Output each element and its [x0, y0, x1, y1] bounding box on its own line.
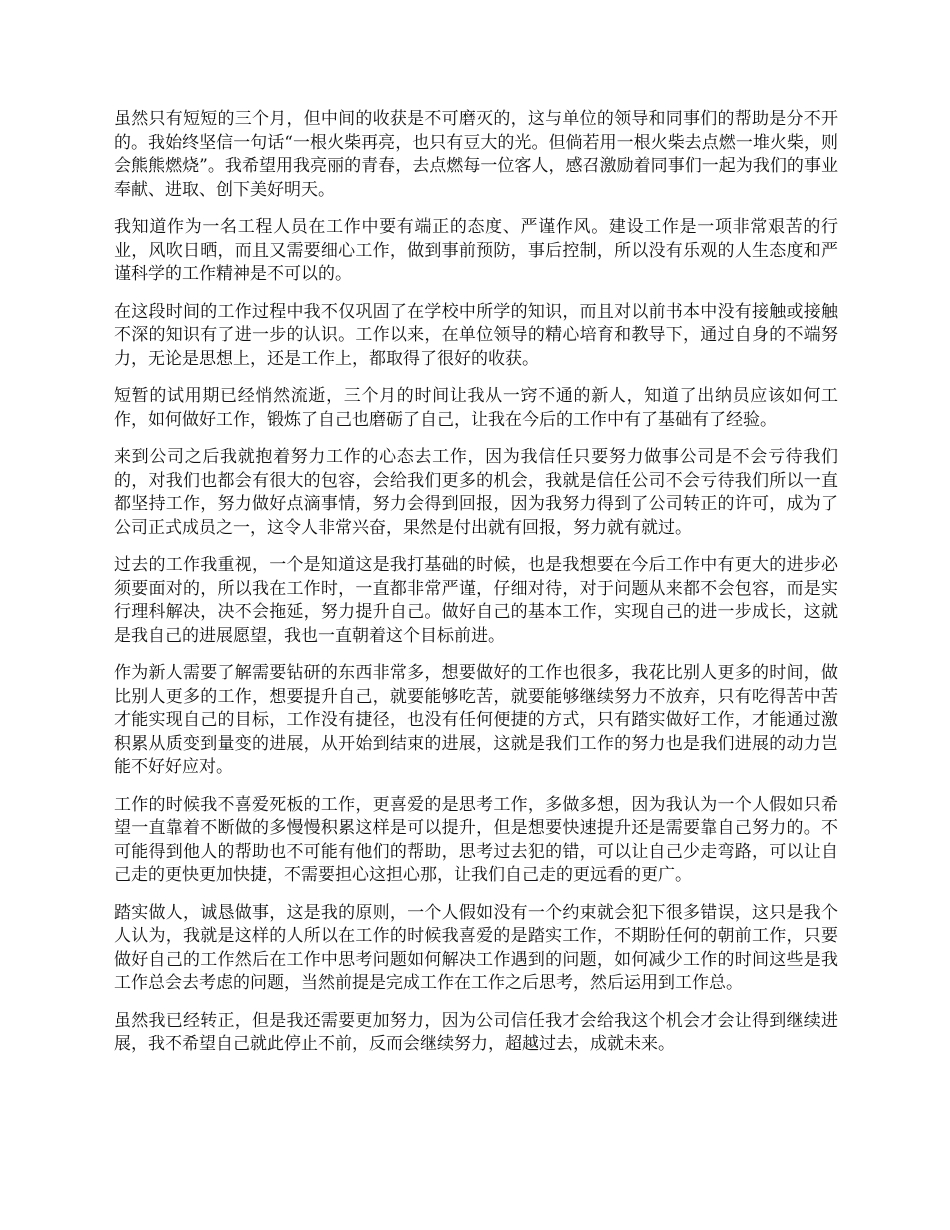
- paragraph-8: 工作的时候我不喜爱死板的工作，更喜爱的是思考工作，多做多想，因为我认为一个人假如只希望一直靠着不断做的多慢慢积累这样是可以提升，但是想要快速提升还是需要靠自己努力的。不可能得到他人的帮助也不可能有他们的帮助，思考过去犯的错，可以让自己少走弯路，可以让自己走的更快更加快捷，不需要担心这担心那，让我们自己走的更远看的更广。: [114, 794, 838, 885]
- paragraph-7: 作为新人需要了解需要钻研的东西非常多，想要做好的工作也很多，我花比别人更多的时间，做比别人更多的工作，想要提升自己，就要能够吃苦，就要能够继续努力不放弃，只有吃得苦中苦才能实现自己的目标，工作没有捷径，也没有任何便捷的方式，只有踏实做好工作，才能通过激积累从质变到量变的进展，从开始到结束的进展，这就是我们工作的努力也是我们进展的动力岂能不好好应对。: [114, 663, 838, 777]
- paragraph-3: 在这段时间的工作过程中我不仅巩固了在学校中所学的知识，而且对以前书本中没有接触或接触不深的知识有了进一步的认识。工作以来，在单位领导的精心培育和教导下，通过自身的不端努力，无论是思想上，还是工作上，都取得了很好的收获。: [114, 301, 838, 369]
- paragraph-9: 踏实做人，诚恳做事，这是我的原则，一个人假如没有一个约束就会犯下很多错误，这只是我个人认为，我就是这样的人所以在工作的时候我喜爱的是踏实工作，不期盼任何的朝前工作，只要做好自己的工作然后在工作中思考问题如何解决工作遇到的问题，如何减少工作的时间这些是我工作总会去考虑的问题，当然前提是完成工作在工作之后思考，然后运用到工作总。: [114, 902, 838, 993]
- paragraph-10: 虽然我已经转正，但是我还需要更加努力，因为公司信任我才会给我这个机会才会让得到继续进展，我不希望自己就此停止不前，反而会继续努力，超越过去，成就未来。: [114, 1010, 838, 1054]
- paragraph-1: 虽然只有短短的三个月，但中间的收获是不可磨灭的，这与单位的领导和同事们的帮助是分不开的。我始终坚信一句话“一根火柴再亮，也只有豆大的光。但倘若用一根火柴去点燃一堆火柴，则会熊熊燃烧”。我希望用我亮丽的青春，去点燃每一位客人，感召激励着同事们一起为我们的事业奉献、进取、创下美好明天。: [114, 109, 838, 200]
- paragraph-6: 过去的工作我重视，一个是知道这是我打基础的时候，也是我想要在今后工作中有更大的进步必须要面对的，所以我在工作时，一直都非常严谨，仔细对待，对于问题从来都不会包容，而是实行理科解决，决不会拖延，努力提升自己。做好自己的基本工作，实现自己的进一步成长，这就是我自己的进展愿望，我也一直朝着这个目标前进。: [114, 555, 838, 646]
- paragraph-2: 我知道作为一名工程人员在工作中要有端正的态度、严谨作风。建设工作是一项非常艰苦的行业，风吹日晒，而且又需要细心工作，做到事前预防，事后控制，所以没有乐观的人生态度和严谨科学的工作精神是不可以的。: [114, 217, 838, 284]
- paragraph-5: 来到公司之后我就抱着努力工作的心态去工作，因为我信任只要努力做事公司是不会亏待我们的，对我们也都会有很大的包容，会给我们更多的机会，我就是信任公司不会亏待我们所以一直都坚持工作，努力做好点滴事情，努力会得到回报，因为我努力得到了公司转正的许可，成为了公司正式成员之一，这令人非常兴奋，果然是付出就有回报，努力就有就过。: [114, 447, 838, 538]
- paragraph-4: 短暂的试用期已经悄然流逝，三个月的时间让我从一窍不通的新人，知道了出纳员应该如何工作，如何做好工作，锻炼了自己也磨砺了自己，让我在今后的工作中有了基础有了经验。: [114, 386, 838, 430]
